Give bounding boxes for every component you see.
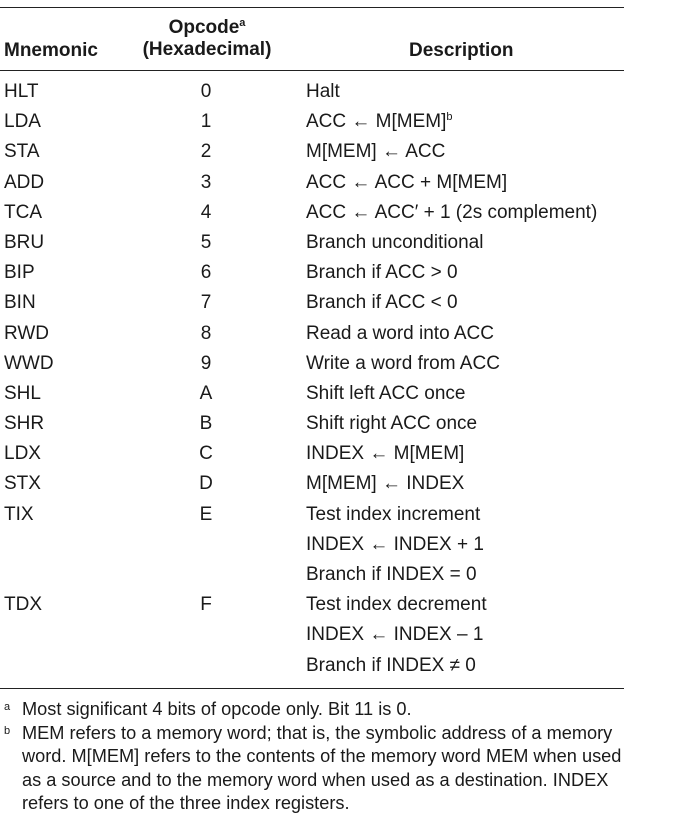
- header-opcode: [134, 17, 280, 61]
- header-description: Description: [409, 40, 514, 61]
- table-row: [0, 231, 640, 261]
- cell-mnemonic: STA: [4, 141, 40, 163]
- table-row: [0, 322, 640, 352]
- cell-opcode: 8: [200, 322, 212, 344]
- cell-description: [306, 352, 500, 376]
- table-row: [0, 563, 640, 593]
- header-mnemonic: Mnemonic: [4, 40, 98, 61]
- cell-opcode: 7: [200, 292, 212, 314]
- cell-mnemonic: SHR: [4, 413, 45, 435]
- cell-opcode: 4: [200, 201, 212, 223]
- cell-opcode: 0: [200, 81, 212, 102]
- cell-opcode: F: [200, 594, 212, 616]
- cell-description-text: INDEX ← INDEX – 1: [306, 624, 484, 646]
- cell-mnemonic: WWD: [4, 352, 54, 374]
- cell-description-text: Branch if INDEX ≠ 0: [306, 654, 476, 676]
- cell-description: [306, 442, 464, 466]
- table-row: [0, 352, 640, 382]
- table-row: [0, 412, 640, 442]
- table-row: [0, 80, 640, 110]
- footnote: [0, 698, 640, 722]
- cell-opcode: C: [199, 443, 213, 465]
- cell-mnemonic: TCA: [4, 201, 42, 223]
- cell-description-text: INDEX ← INDEX + 1: [306, 533, 484, 555]
- cell-description-text: ACC ← ACC + M[MEM]: [306, 171, 508, 193]
- cell-opcode: B: [199, 413, 213, 435]
- cell-description-text: Test index decrement: [306, 594, 487, 616]
- cell-description: [306, 623, 483, 647]
- cell-description: [306, 110, 453, 134]
- table-row: [0, 533, 640, 563]
- cell-description-text: Write a word from ACC: [306, 352, 500, 374]
- cell-opcode: 5: [200, 231, 212, 253]
- table-row: [0, 171, 640, 201]
- cell-description-text: Shift left ACC once: [306, 382, 466, 404]
- cell-description: [306, 80, 340, 104]
- footnotes: [0, 698, 640, 816]
- table-row: [0, 201, 640, 231]
- header-rule: [0, 70, 624, 71]
- cell-description: [306, 171, 507, 195]
- cell-mnemonic: HLT: [4, 81, 39, 102]
- header-opcode-line1: Opcode: [168, 17, 240, 38]
- table-row: [0, 654, 640, 684]
- header-opcode-line2: (Hexadecimal): [142, 39, 272, 60]
- cell-mnemonic: RWD: [4, 322, 50, 344]
- table-row: [0, 503, 640, 533]
- cell-mnemonic: TDX: [4, 594, 42, 616]
- cell-opcode: 1: [200, 111, 212, 133]
- cell-mnemonic: BRU: [4, 231, 45, 253]
- cell-description-text: INDEX ← M[MEM]: [306, 443, 465, 465]
- cell-mnemonic: TIX: [4, 503, 34, 525]
- table-row: [0, 623, 640, 653]
- cell-description: [306, 322, 494, 346]
- cell-description: [306, 291, 458, 315]
- footnote: [0, 722, 640, 816]
- cell-description: [306, 231, 483, 255]
- table-body: [0, 80, 640, 684]
- cell-description: [306, 412, 477, 436]
- table-row: [0, 442, 640, 472]
- cell-description-text: M[MEM] ← ACC: [306, 141, 446, 163]
- cell-opcode: A: [199, 382, 213, 404]
- cell-description: [306, 503, 480, 527]
- table-row: [0, 382, 640, 412]
- table-row: [0, 291, 640, 321]
- cell-description: [306, 382, 465, 406]
- table-top-rule: [0, 7, 624, 8]
- cell-mnemonic: LDA: [4, 111, 41, 133]
- cell-description-text: Branch if INDEX = 0: [306, 564, 477, 585]
- cell-opcode: E: [199, 503, 213, 525]
- cell-description-text: Branch unconditional: [306, 231, 484, 253]
- cell-opcode: 6: [200, 262, 212, 284]
- cell-description: [306, 654, 476, 678]
- cell-description-text: Shift right ACC once: [306, 413, 478, 435]
- cell-opcode: 3: [200, 171, 212, 193]
- cell-description: [306, 593, 487, 617]
- cell-mnemonic: LDX: [4, 443, 41, 465]
- cell-description-text: Halt: [306, 81, 340, 102]
- cell-description-text: M[MEM] ← INDEX: [306, 473, 465, 495]
- cell-description-text: ACC ← ACC′ + 1 (2s complement): [306, 201, 598, 223]
- cell-description-text: Test index increment: [306, 503, 481, 525]
- cell-opcode: 2: [200, 141, 212, 163]
- cell-description: [306, 533, 484, 557]
- cell-description-text: Read a word into ACC: [306, 322, 494, 344]
- footnote-text: Most significant 4 bits of opcode only. Bit 11 is 0.: [22, 699, 412, 719]
- cell-description: [306, 140, 445, 164]
- cell-mnemonic: SHL: [4, 382, 41, 404]
- cell-description-text: ACC ← M[MEM]: [306, 111, 447, 133]
- cell-description-text: Branch if ACC < 0: [306, 292, 458, 314]
- cell-mnemonic: BIN: [4, 292, 36, 314]
- cell-mnemonic: BIP: [4, 262, 35, 284]
- cell-mnemonic: STX: [4, 473, 41, 495]
- cell-description: [306, 261, 458, 285]
- cell-opcode: D: [199, 473, 213, 495]
- table-row: [0, 110, 640, 140]
- footnote-mark: b: [446, 111, 453, 124]
- cell-mnemonic: ADD: [4, 171, 45, 193]
- table-row: [0, 140, 640, 170]
- footnote-text: MEM refers to a memory word; that is, the symbolic address of a memory word. M[MEM] refers to the contents of the memory word MEM when used as a source and to the memory word when used as a destination. INDEX refers to one of the three index registers.: [22, 722, 622, 813]
- header-opcode-footnote-mark: a: [239, 17, 246, 29]
- cell-opcode: 9: [200, 352, 212, 374]
- cell-description: [306, 472, 464, 496]
- table-row: [0, 261, 640, 291]
- footnote-mark: a: [4, 701, 11, 713]
- table-bottom-rule: [0, 688, 624, 689]
- cell-description: [306, 201, 597, 225]
- table-row: [0, 593, 640, 623]
- table-row: [0, 472, 640, 502]
- footnote-mark: b: [4, 724, 11, 737]
- cell-description: [306, 563, 477, 587]
- cell-description-text: Branch if ACC > 0: [306, 262, 458, 284]
